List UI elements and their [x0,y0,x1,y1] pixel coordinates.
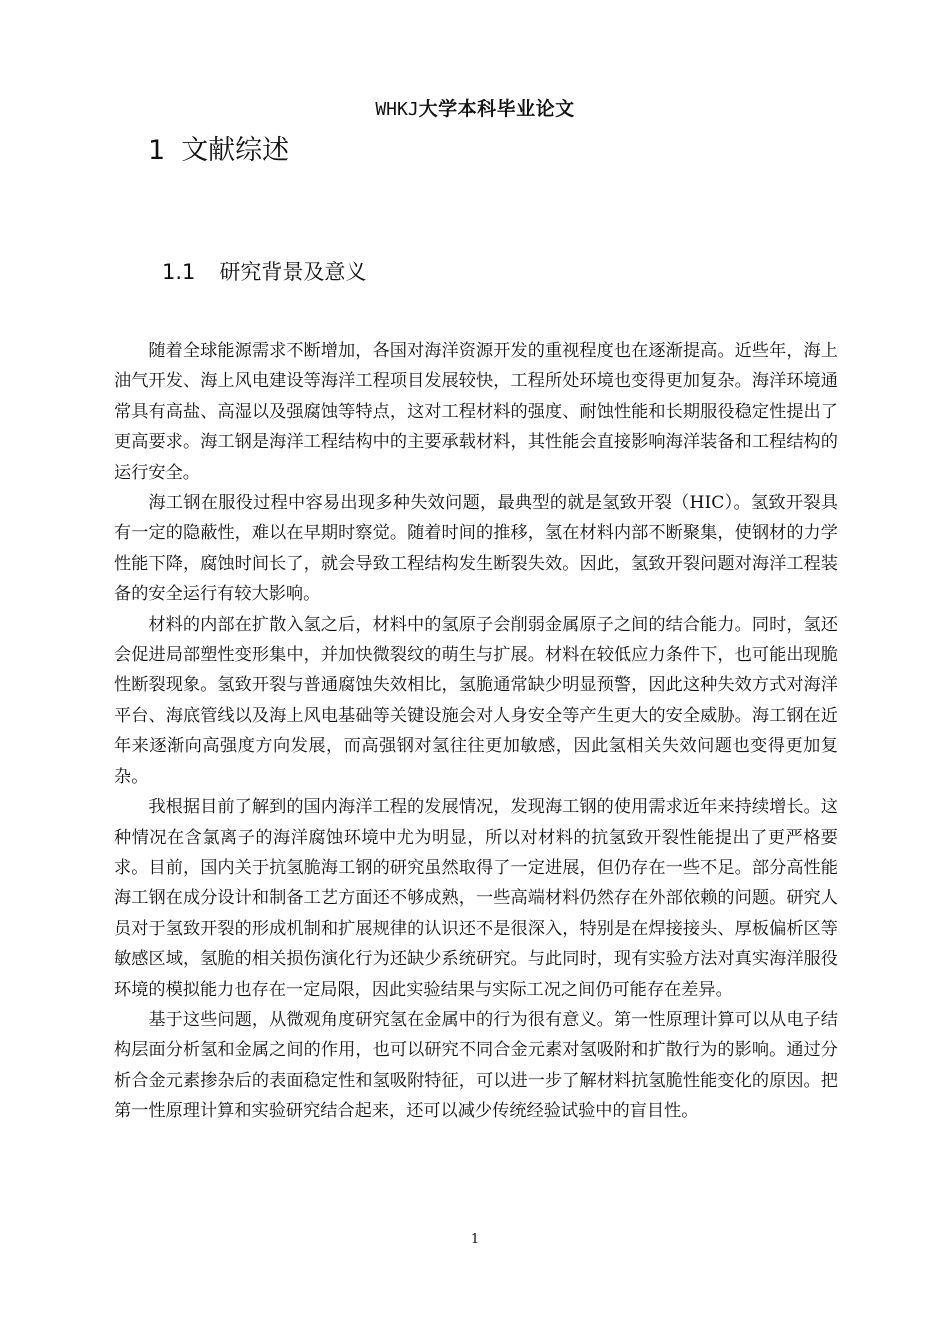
section-title [162,256,366,286]
paragraph: 随着全球能源需求不断增加，各国对海洋资源开发的重视程度也在逐渐提高。近些年，海上油气开发、海上风电建设等海洋工程项目发展较快，工程所处环境也变得更加复杂。海洋环境通常具有高盐、高湿以及强腐蚀等特点，这对工程材料的强度、耐蚀性能和长期服役稳定性提出了更高要求。海工钢是海洋工程结构中的主要承载材料，其性能会直接影响海洋装备和工程结构的运行安全。 [114,341,838,483]
section-number: 1.1 [162,260,196,284]
chapter-title-text: 文献综述 [181,135,290,166]
running-header [0,94,950,121]
page-number: 1 [470,1232,480,1247]
chapter-title [148,128,289,167]
paragraph: 基于这些问题，从微观角度研究氢在金属中的行为很有意义。第一性原理计算可以从电子结构层面分析氢和金属之间的作用，也可以研究不同合金元素对氢吸附和扩散行为的影响。通过分析合金元素掺杂后的表面稳定性和氢吸附特征，可以进一步了解材料抗氢脆性能变化的原因。把第一性原理计算和实验研究结合起来，还可以减少传统经验试验中的盲目性。 [114,1009,838,1122]
paragraph: 材料的内部在扩散入氢之后，材料中的氢原子会削弱金属原子之间的结合能力。同时，氢还会促进局部塑性变形集中，并加快微裂纹的萌生与扩展。材料在较低应力条件下，也可能出现脆性断裂现象。氢致开裂与普通腐蚀失效相比，氢脆通常缺少明显预警，因此这种失效方式对海洋平台、海底管线以及海上风电基础等关键设施会对人身安全等产生更大的安全威胁。海工钢在近年来逐渐向高强度方向发展，而高强钢对氢往往更加敏感，因此氢相关失效问题也变得更加复杂。 [114,614,838,787]
paragraph: 我根据目前了解到的国内海洋工程的发展情况，发现海工钢的使用需求近年来持续增长。这种情况在含氯离子的海洋腐蚀环境中尤为明显，所以对材料的抗氢致开裂性能提出了更严格要求。目前，国内关于抗氢脆海工钢的研究虽然取得了一定进展，但仍存在一些不足。部分高性能海工钢在成分设计和制备工艺方面还不够成熟，一些高端材料仍然存在外部依赖的问题。研究人员对于氢致开裂的形成机制和扩展规律的认识还不是很深入，特别是在焊接接头、厚板偏析区等敏感区域，氢脆的相关损伤演化行为还缺少系统研究。与此同时，现有实验方法对真实海洋服役环境的模拟能力也存在一定局限，因此实验结果与实际工况之间仍可能存在差异。 [114,797,838,1000]
chapter-number: 1 [148,135,166,166]
section-title-text: 研究背景及意义 [219,260,367,284]
paragraph: 海工钢在服役过程中容易出现多种失效问题，最典型的就是氢致开裂（HIC）。氢致开裂具有一定的隐蔽性，难以在早期时察觉。随着时间的推移，氢在材料内部不断聚集，使钢材的力学性能下降，腐蚀时间长了，就会导致工程结构发生断裂失效。因此，氢致开裂问题对海洋工程装备的安全运行有较大影响。 [114,493,838,605]
header-thesis-label: 大学本科毕业论文 [418,98,575,120]
body-text [114,336,838,1127]
header-school-code: WHKJ [375,99,419,120]
